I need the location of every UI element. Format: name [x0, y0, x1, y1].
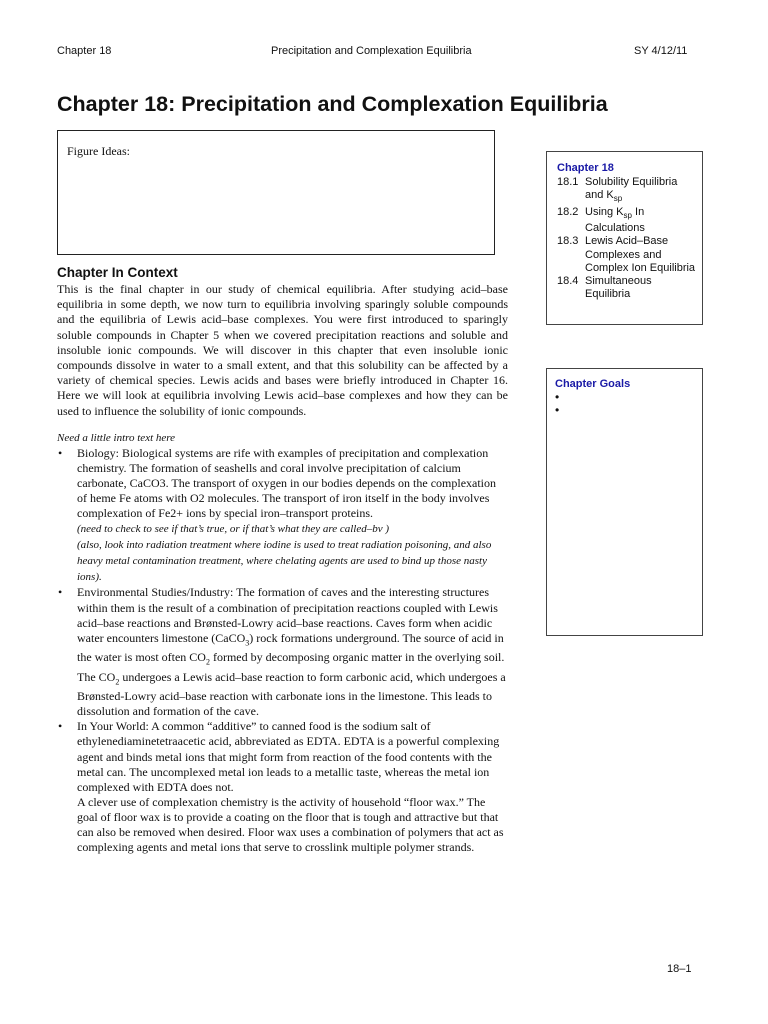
subscript: sp: [623, 210, 632, 220]
section-title-rest: In Calculations: [585, 205, 645, 235]
goal-bullet: •: [555, 403, 560, 417]
section-number: 18.1: [557, 176, 579, 189]
env-text-1: Environmental Studies/Industry: The formation of caves and the interesting structures within them is the result of a combination of precipitation reactions coupled with Lewis acid–base reactions and Brønsted-Lowry acid–base reactions. Caves form when acidic water encounters limestone (CaCO: [77, 585, 498, 645]
page-title: Chapter 18: Precipitation and Complexation Equilibria: [57, 92, 608, 116]
list-item: • Environmental Studies/Industry: The formation of caves and the interesting structures within them is the result of a combination of precipitation reactions coupled with Lewis acid–base reactions and Brønsted-Lowry acid–base reactions. Caves form when acidic water encounters limestone (CaCO$_3$) rock formations underground. The source of acid in the water is most often $CO_2$ formed by decomposing organic matter in the overlying soil. The $CO_2$ undergoes a Lewis acid–base reaction to form carbonic acid, which undergoes a Brønsted-Lowry acid–base reaction with carbonate ions in the limestone. This leads to dissolution and formation of the cave.: [58, 585, 506, 719]
section-title: Solubility Equilibria and K: [585, 176, 678, 202]
section-number: 18.4: [557, 275, 579, 287]
section-title: Simultaneous Equilibria: [585, 275, 652, 301]
context-paragraph: This is the final chapter in our study of chemical equilibria. After studying acid–base equilibria in some depth, we now turn to equilibria involving sparingly soluble compounds and the equilibria of Lewis acid–base complexes. You were first introduced to sparingly soluble compounds in Chapter 5 when we covered precipitation reactions and soluble and insoluble ionic compounds. We will discover in this chapter that even insoluble ionic compounds dissolve in water to a small extent, and that this solubility can be affected by a variety of chemical species. Lewis acids and bases were briefly introduced in Chapter 16. Here we will look at equilibria involving Lewis acid–base complexes and how they can be used to influence the solubility of ionic compounds.: [57, 282, 508, 418]
subscript: 3: [245, 638, 250, 648]
section-number: 18.3: [557, 235, 579, 248]
intro-note: Need a little intro text here: [57, 432, 176, 444]
section-number: 18.2: [557, 205, 579, 218]
page-number: 18–1: [667, 963, 692, 975]
section-title: Lewis Acid–Base Complexes and Complex Ion Equilibria: [585, 235, 696, 274]
goal-bullet: •: [555, 390, 560, 404]
floor-wax-text: A clever use of complexation chemistry is the activity of household “floor wax.” The goal of floor wax is to provide a coating on the floor that is tough and attractive but that can also be removed when desired. Floor wax uses a combination of polymers that act as complexing agents and metal ions that serve to crosslink multiple polymer strands.: [77, 794, 504, 855]
contents-heading: Chapter 18: [557, 162, 614, 174]
header-date: SY 4/12/11: [634, 45, 688, 57]
header-topic: Precipitation and Complexation Equilibria: [271, 45, 472, 57]
contents-item: [557, 275, 696, 301]
figure-ideas-box: [57, 130, 495, 255]
chapter-contents-box: [546, 151, 703, 325]
contents-item: [557, 235, 696, 275]
biology-note: (need to check to see if that’s true, or if that’s what they are called–bv ): [77, 523, 390, 536]
list-item: • Biology: Biological systems are rife with examples of precipitation and complexation chemistry. The formation of seashells and coral involve precipitation of calcium carbonate, CaCO3. The transport of oxygen in our bodies depends on the complexation of heme Fe atoms with O2 molecules. The transport of iron itself in the body involves complexation of Fe2+ ions by special iron–transport proteins. (need to check to see if that’s true, or if that’s what they are called–bv ) (also, look into radiation treatment where iodine is used to treat radiation poisoning, and also heavy metal contamination treatment, where chelating agents are used to bind up those nasty ions).: [58, 446, 497, 584]
env-text-3: formed by decomposing organic matter in the overlying soil. The CO: [77, 650, 505, 684]
subscript: 2: [115, 677, 120, 687]
env-text-2: ) rock formations underground. The source of acid in the water is most often CO: [77, 630, 504, 665]
figure-ideas-label: Figure Ideas:: [67, 144, 130, 158]
chapter-goals-box: [546, 368, 703, 636]
list-item: • In Your World: A common “additive” to canned food is the sodium salt of ethylenediaminetetraacetic acid, abbreviated as EDTA. EDTA is a powerful complexing agent and binds metal ions that might form from reaction of the food contents with the metal can. The uncomplexed metal ion leads to a metallic taste, whereas the metal ion complexed with EDTA does not. A clever use of complexation chemistry is the activity of household “floor wax.” The goal of floor wax is to provide a coating on the floor that is tough and attractive but that can also be removed when desired. Floor wax uses a combination of polymers that act as complexing agents and metal ions that serve to crosslink multiple polymer strands.: [58, 719, 504, 855]
contents-item: [557, 206, 696, 236]
subscript: 2: [205, 657, 210, 667]
biology-text: Biology: Biological systems are rife with examples of precipitation and complexation chemistry. The formation of seashells and coral involve precipitation of calcium carbonate, CaCO3. The transport of oxygen in our bodies depends on the complexation of heme Fe atoms with O2 molecules. The transport of iron itself in the body involves complexation of Fe2+ ions by special iron–transport proteins.: [77, 446, 497, 521]
context-heading: Chapter In Context: [57, 265, 178, 280]
header-chapter: Chapter 18: [57, 45, 112, 57]
contents-item: [557, 176, 696, 206]
example-list: [57, 446, 508, 855]
goals-heading: Chapter Goals: [555, 378, 631, 390]
env-text-4: undergoes a Lewis acid–base reaction to form carbonic acid, which undergoes a Brønsted-Lowry acid–base reaction with carbonate ions in the limestone. This leads to dissolution and formation of the cave.: [77, 669, 506, 719]
subscript: sp: [613, 194, 623, 204]
biology-note-radiation: (also, look into radiation treatment where iodine is used to treat radiation poisoning, and also heavy metal contamination treatment, where chelating agents are used to bind up those nasty ions).: [77, 539, 492, 584]
world-text: In Your World: A common “additive” to canned food is the sodium salt of ethylenediaminetetraacetic acid, abbreviated as EDTA. EDTA is a powerful complexing agent and binds metal ions that might form from reaction of the food contents with the metal can. The uncomplexed metal ion leads to a metallic taste, whereas the metal ion complexed with EDTA does not.: [77, 719, 500, 794]
section-title: Using K: [585, 205, 624, 218]
